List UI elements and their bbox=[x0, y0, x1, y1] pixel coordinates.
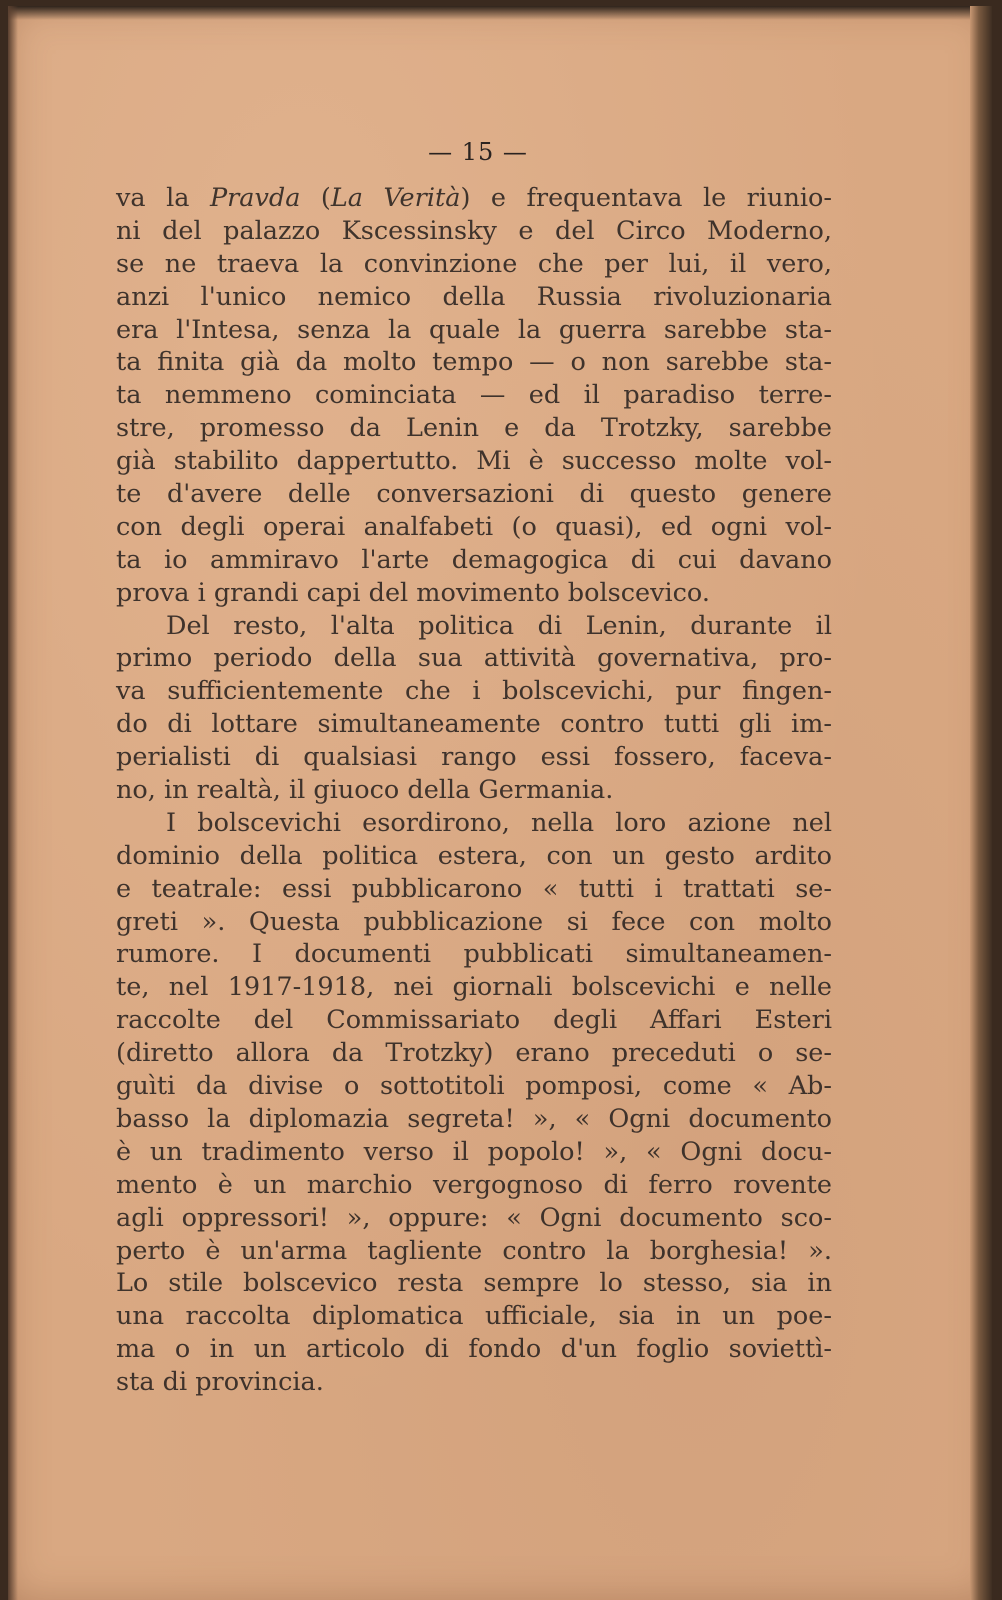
page-number: — 15 — bbox=[428, 138, 528, 166]
page-top-edge bbox=[8, 6, 992, 20]
text-line: sta di provincia. bbox=[116, 1367, 324, 1398]
italic-title: La Verità bbox=[330, 183, 461, 213]
text-line: prova i grandi capi del movimento bolscevico. bbox=[116, 577, 710, 608]
text-line: basso la diplomazia segreta! », « Ogni documento bbox=[116, 1103, 832, 1134]
text-line: agli oppressori! », oppure: « Ogni documento sco- bbox=[116, 1202, 832, 1233]
text-line: te d'avere delle conversazioni di questo genere bbox=[116, 479, 832, 510]
text-line: va la Pravda (La Verità) e frequentava le riunio- bbox=[116, 183, 832, 213]
text-line: e teatrale: essi pubblicarono « tutti i trattati se- bbox=[116, 873, 832, 904]
text-line: ta nemmeno cominciata — ed il paradiso terre- bbox=[116, 380, 832, 411]
text-line: con degli operai analfabeti (o quasi), ed ogni vol- bbox=[116, 511, 832, 542]
italic-title: Pravda bbox=[209, 183, 301, 213]
body-text bbox=[116, 182, 832, 1399]
text-line: già stabilito dappertutto. Mi è successo molte vol- bbox=[116, 446, 832, 477]
text-line: primo periodo della sua attività governativa, pro- bbox=[116, 643, 832, 674]
text-line: raccolte del Commissariato degli Affari Esteri bbox=[116, 1005, 832, 1036]
text-line: ni del palazzo Kscessinsky e del Circo Moderno, bbox=[116, 215, 832, 246]
text-line: perialisti di qualsiasi rango essi fossero, faceva- bbox=[116, 742, 832, 773]
text-line: dominio della politica estera, con un gesto ardito bbox=[116, 840, 832, 871]
text-line: (diretto allora da Trotzky) erano preceduti o se- bbox=[116, 1038, 832, 1069]
text-line: do di lottare simultaneamente contro tutti gli im- bbox=[116, 709, 832, 740]
text-line: I bolscevichi esordirono, nella loro azione nel bbox=[166, 807, 832, 838]
text-line: perto è un'arma tagliente contro la borghesia! ». bbox=[116, 1235, 832, 1266]
text-line: va sufficientemente che i bolscevichi, pur fingen- bbox=[116, 676, 832, 707]
text-line: è un tradimento verso il popolo! », « Ogni docu- bbox=[116, 1136, 832, 1167]
text-line: greti ». Questa pubblicazione si fece con molto bbox=[116, 906, 832, 937]
text-line: rumore. I documenti pubblicati simultaneamen- bbox=[116, 939, 832, 970]
text-line: no, in realtà, il giuoco della Germania. bbox=[116, 775, 614, 806]
text-line: ta finita già da molto tempo — o non sarebbe sta- bbox=[116, 347, 832, 378]
text-line: ta io ammiravo l'arte demagogica di cui davano bbox=[116, 544, 832, 575]
page-left-edge bbox=[8, 6, 18, 1600]
text-line: mento è un marchio vergognoso di ferro rovente bbox=[116, 1169, 832, 1200]
text-line: anzi l'unico nemico della Russia rivoluzionaria bbox=[116, 281, 832, 312]
text-line: era l'Intesa, senza la quale la guerra sarebbe sta- bbox=[116, 314, 832, 345]
text-line: te, nel 1917-1918, nei giornali bolscevichi e nelle bbox=[116, 972, 832, 1003]
text-line: Del resto, l'alta politica di Lenin, durante il bbox=[166, 610, 832, 641]
text-line: Lo stile bolscevico resta sempre lo stesso, sia in bbox=[116, 1268, 832, 1299]
book-spine bbox=[970, 6, 992, 1600]
text-line: guìti da divise o sottotitoli pomposi, come « Ab- bbox=[116, 1071, 832, 1102]
text-line: una raccolta diplomatica ufficiale, sia in un poe- bbox=[116, 1301, 832, 1332]
text-line: stre, promesso da Lenin e da Trotzky, sarebbe bbox=[116, 413, 832, 444]
text-line: ma o in un articolo di fondo d'un foglio soviettì- bbox=[116, 1334, 832, 1365]
text-line: se ne traeva la convinzione che per lui, il vero, bbox=[116, 248, 832, 279]
book-page bbox=[8, 6, 992, 1600]
